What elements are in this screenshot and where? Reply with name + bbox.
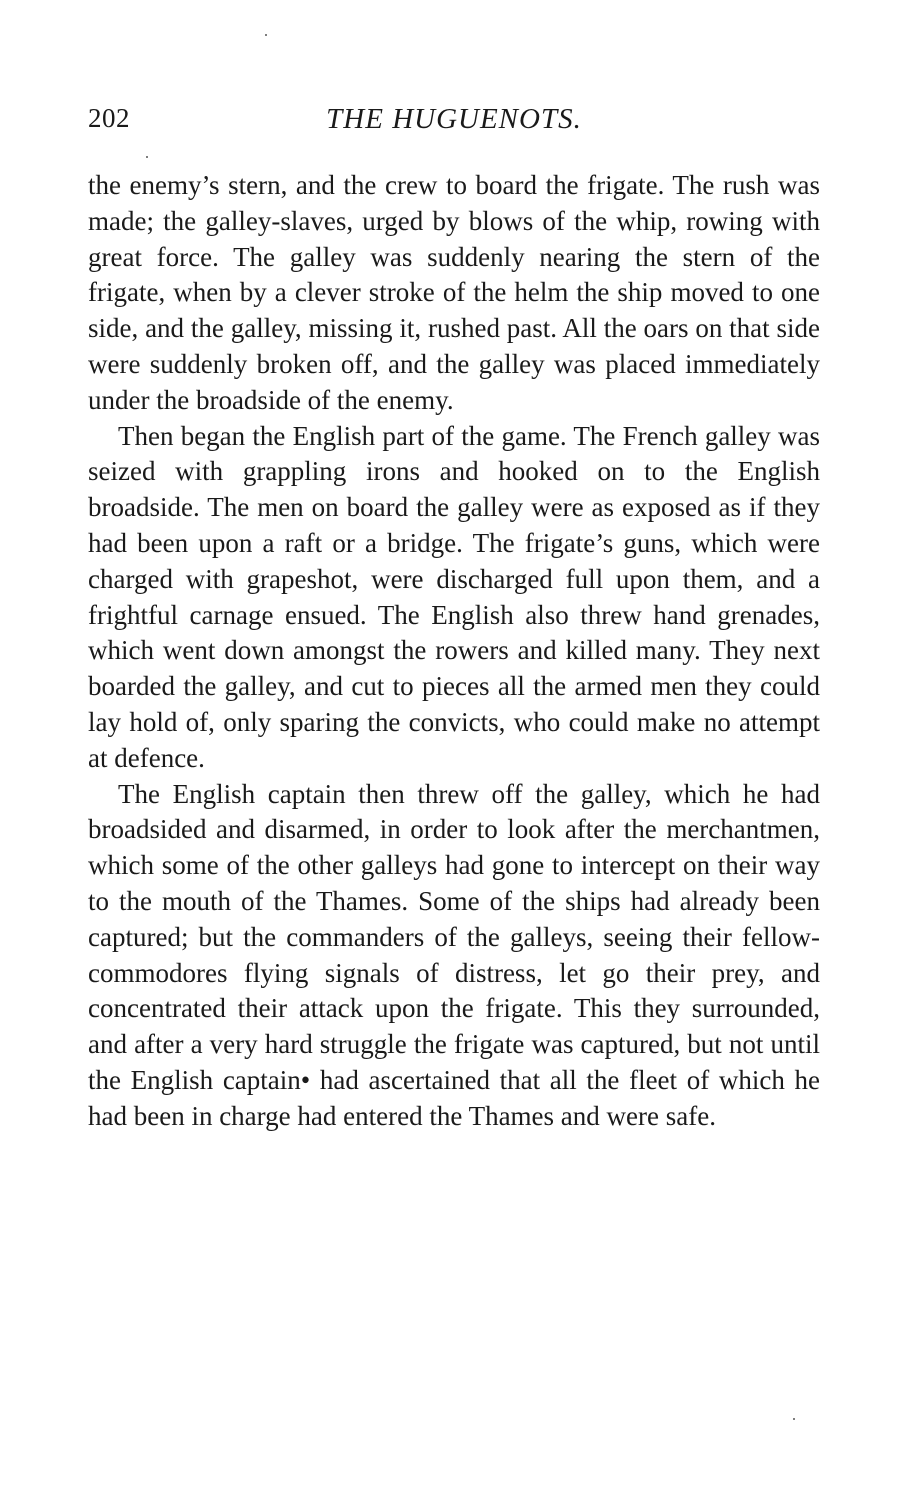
running-head: THE HUGUENOTS. — [326, 103, 582, 135]
page-header — [88, 103, 820, 143]
paragraph-1: the enemy’s stern, and the crew to board the frigate. The rush was made; the galley-slaves, urged by blows of the whip, rowing with great force. The galley was suddenly nearing the stern of the frigate, when by a clever stroke of the helm the ship moved to one side, and the galley, missing it, rushed past. All the oars on that side were suddenly broken off, and the galley was placed immediately under the broadside of the enemy. — [88, 170, 820, 415]
paragraph-2: Then began the English part of the game. The French galley was seized with grappling irons and hooked on to the English broadside. The men on board the galley were as exposed as if they had been upon a raft or a bridge. The frigate’s guns, which were charged with grapeshot, were discharged full upon them, and a frightful carnage ensued. The English also threw hand grenades, which went down amongst the rowers and killed many. They next boarded the galley, and cut to pieces all the armed men they could lay hold of, only sparing the convicts, who could make no attempt at defence. — [88, 420, 820, 773]
print-speck — [146, 156, 148, 158]
print-speck — [265, 34, 267, 36]
print-speck — [793, 1418, 795, 1420]
paragraph-3: The English captain then threw off the galley, which he had broadsided and disarmed, in order to look after the merchantmen, which some of the other galleys had gone to intercept on their way to the mouth of the Thames. Some of the ships had already been captured; but the commanders of the galleys, seeing their fellow-commodores flying signals of distress, let go their prey, and concentrated their attack upon the frigate. This they surrounded, and after a very hard struggle the frigate was captured, but not until the English captain• had ascertained that all the fleet of which he had been in charge had entered the Thames and were safe. — [88, 778, 820, 1131]
page-number: 202 — [88, 103, 130, 133]
body-text — [88, 168, 820, 1135]
